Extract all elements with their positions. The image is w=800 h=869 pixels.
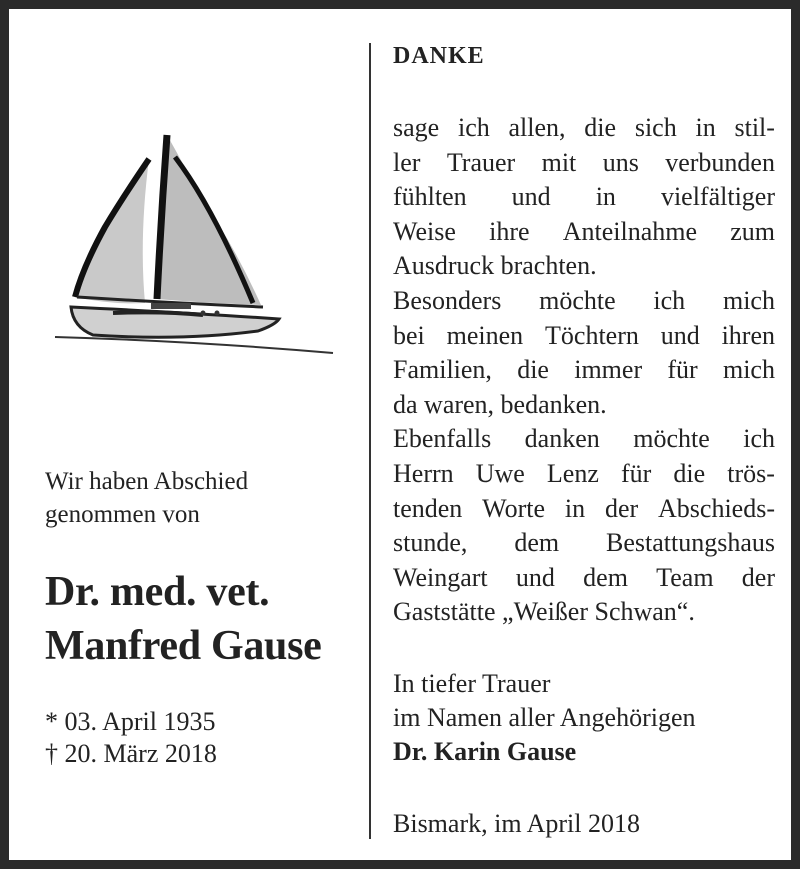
body-word: Gaststätte „Weißer Schwan“. bbox=[393, 597, 695, 627]
body-line bbox=[393, 111, 775, 146]
thanks-body bbox=[393, 111, 775, 630]
body-word: mich bbox=[722, 355, 775, 385]
body-word: in bbox=[695, 113, 716, 142]
signature: Dr. Karin Gause bbox=[393, 737, 577, 766]
body-word: ich bbox=[743, 424, 775, 454]
body-word: allen, bbox=[508, 113, 566, 142]
body-word: da waren, bedanken. bbox=[393, 389, 607, 419]
body-word: mit bbox=[541, 147, 577, 177]
body-word: die bbox=[584, 113, 617, 142]
closing-block bbox=[393, 667, 696, 769]
body-line bbox=[393, 526, 775, 561]
body-word: Weise bbox=[393, 216, 456, 246]
body-word: meinen bbox=[446, 320, 524, 350]
thanks-heading: DANKE bbox=[393, 43, 485, 69]
body-word: danken bbox=[524, 424, 600, 454]
body-word: die bbox=[673, 458, 706, 488]
body-word: Besonders bbox=[393, 285, 502, 315]
body-word: ler bbox=[393, 147, 421, 177]
body-word: immer bbox=[574, 355, 643, 385]
place-date: Bismark, im April 2018 bbox=[393, 809, 640, 838]
body-word: und bbox=[511, 182, 551, 212]
closing-line: im Namen aller Angehörigen bbox=[393, 703, 696, 732]
body-word: und bbox=[515, 562, 555, 592]
death-date: † 20. März 2018 bbox=[45, 739, 217, 768]
sailboat-icon bbox=[53, 127, 337, 359]
body-word: dem bbox=[514, 528, 560, 558]
body-line bbox=[393, 561, 775, 596]
body-word: der bbox=[604, 493, 639, 523]
deceased-name bbox=[45, 565, 321, 673]
body-word: Worte bbox=[482, 493, 546, 523]
body-line bbox=[393, 595, 775, 630]
body-word: Weingart bbox=[393, 562, 488, 592]
body-line bbox=[393, 146, 775, 181]
body-word: möchte bbox=[633, 424, 710, 454]
body-line bbox=[393, 388, 775, 423]
body-word: Team bbox=[656, 562, 714, 592]
intro-line: Wir haben Abschied bbox=[45, 468, 249, 495]
body-word: die bbox=[517, 355, 549, 385]
body-word: ich bbox=[457, 113, 490, 142]
birth-date: * 03. April 1935 bbox=[45, 707, 216, 736]
body-line bbox=[393, 457, 775, 492]
body-word: Abschieds- bbox=[658, 493, 775, 523]
body-word: Lenz bbox=[546, 458, 599, 488]
body-word: in bbox=[564, 493, 586, 523]
body-word: Töchtern bbox=[545, 320, 639, 350]
body-word: bei bbox=[393, 320, 425, 350]
intro-line: genommen von bbox=[45, 501, 200, 528]
body-word: sich bbox=[634, 113, 677, 142]
body-word: verbunden bbox=[665, 147, 775, 177]
body-word: und bbox=[660, 320, 700, 350]
deceased-name-line: Manfred Gause bbox=[45, 623, 322, 669]
body-line bbox=[393, 492, 775, 527]
farewell-intro bbox=[45, 465, 248, 531]
body-line bbox=[393, 180, 775, 215]
life-dates bbox=[45, 706, 217, 770]
body-word: trös- bbox=[727, 458, 775, 488]
body-word: vielfältiger bbox=[660, 182, 775, 212]
column-divider bbox=[369, 43, 371, 839]
body-line bbox=[393, 422, 775, 457]
body-word: Bestattungshaus bbox=[606, 528, 775, 558]
body-word: Herrn bbox=[393, 458, 454, 488]
body-line bbox=[393, 215, 775, 250]
body-word: für bbox=[620, 458, 652, 488]
body-word: uns bbox=[602, 147, 639, 177]
body-word: möchte bbox=[539, 285, 616, 315]
body-word: Uwe bbox=[475, 458, 525, 488]
closing-line: In tiefer Trauer bbox=[393, 669, 551, 698]
body-line bbox=[393, 284, 775, 319]
body-word: Ausdruck brachten. bbox=[393, 251, 597, 281]
body-word: dem bbox=[583, 562, 628, 592]
body-line bbox=[393, 353, 775, 388]
body-word: der bbox=[741, 562, 775, 592]
body-word: sage bbox=[393, 113, 440, 142]
body-word: tenden bbox=[393, 493, 463, 523]
body-word: Anteilnahme bbox=[562, 216, 698, 246]
deceased-title-line: Dr. med. vet. bbox=[45, 569, 270, 615]
body-word: ich bbox=[653, 285, 686, 315]
body-word: für bbox=[667, 355, 698, 385]
body-word: stunde, bbox=[393, 528, 468, 558]
body-word: zum bbox=[730, 216, 775, 246]
body-word: stil- bbox=[734, 113, 775, 142]
body-word: ihren bbox=[721, 320, 775, 350]
body-line bbox=[393, 249, 775, 284]
body-word: ihre bbox=[489, 216, 530, 246]
body-word: Trauer bbox=[446, 147, 516, 177]
body-word: in bbox=[595, 182, 616, 212]
body-line bbox=[393, 319, 775, 354]
body-word: fühlten bbox=[393, 182, 467, 212]
body-word: Familien, bbox=[393, 355, 492, 385]
body-word: Ebenfalls bbox=[393, 424, 492, 454]
body-word: mich bbox=[722, 285, 775, 315]
